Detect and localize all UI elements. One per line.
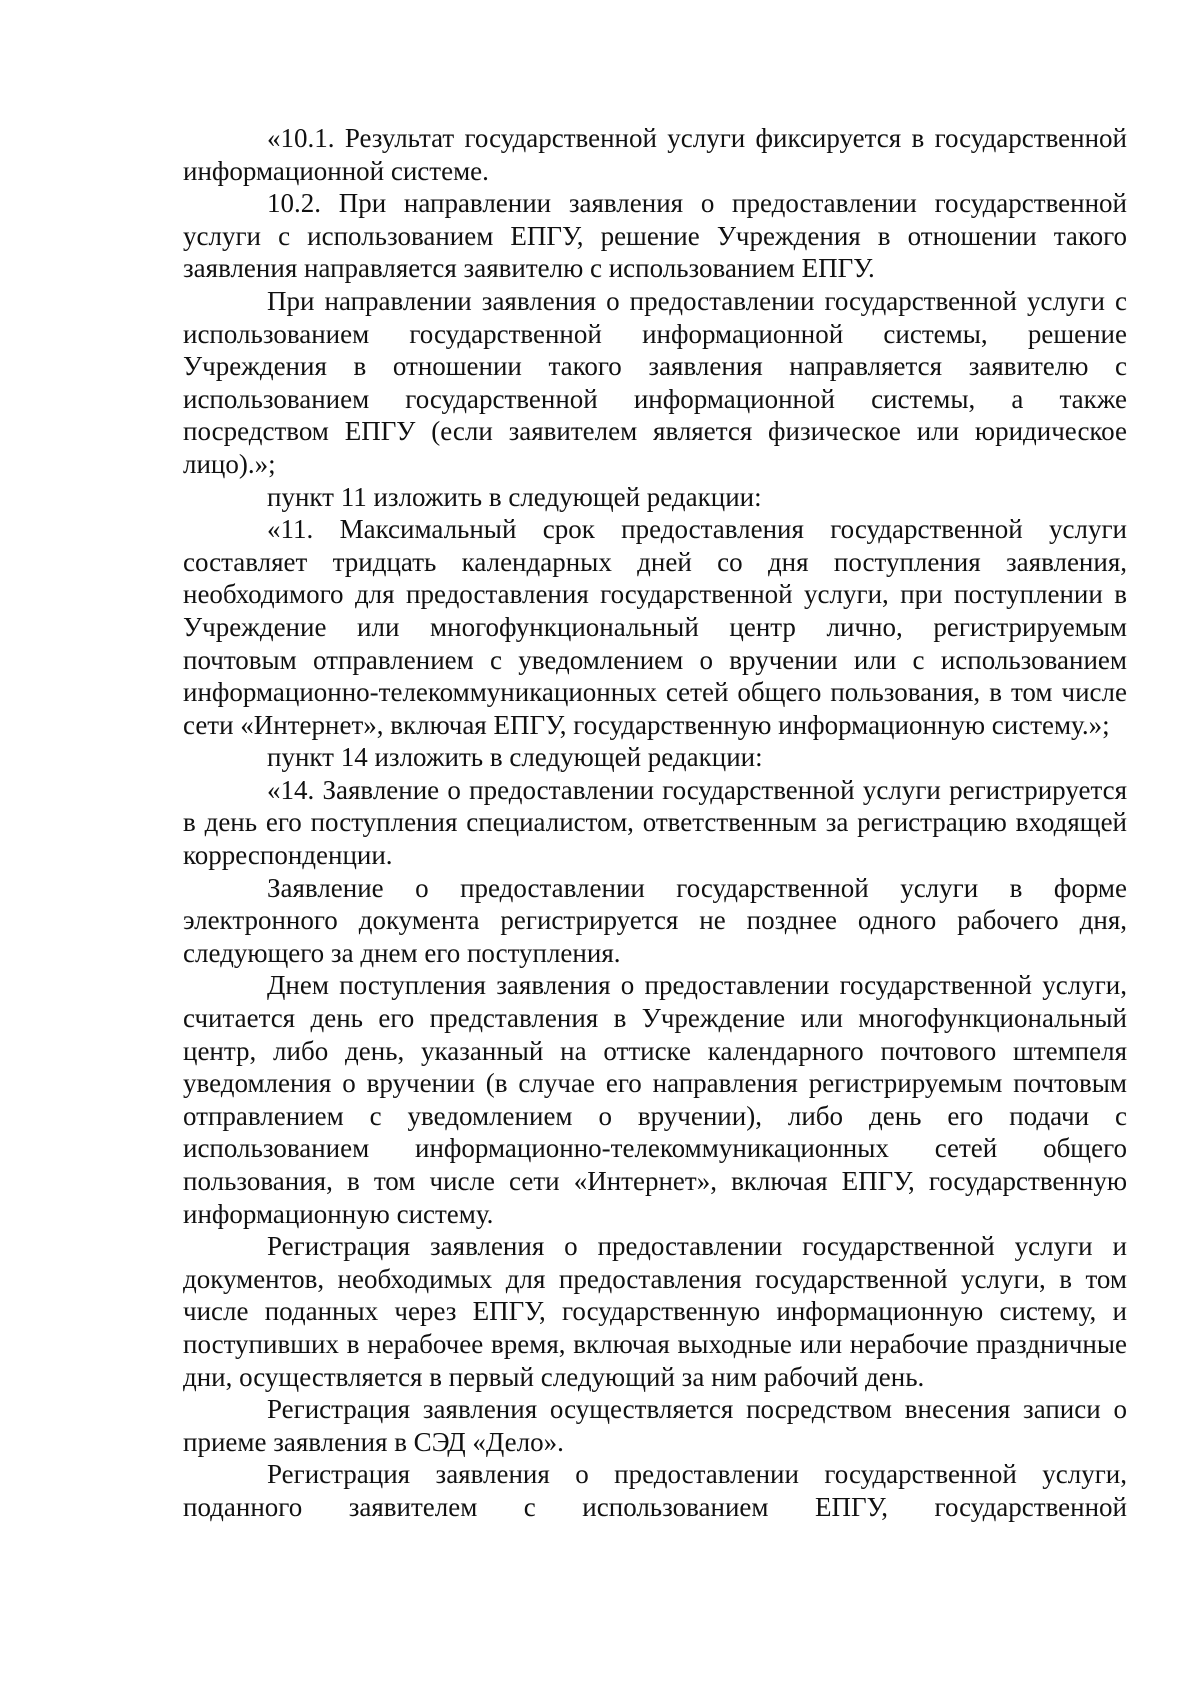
paragraph-14-receipt-day: Днем поступления заявления о предоставлении государственной услуги, считается день его представления в Учреждение или многофункциональный центр, либо день, указанный на оттиске календарного почтового штемпеля уведомления о вручении (в случае его направления регистрируемым почтовым отправлением с уведомлением о вручении), либо день его подачи с использованием информационно-телекоммуникационных сетей общего пользования, в том числе сети «Интернет», включая ЕПГУ, государственную информационную систему.	[183, 970, 1127, 1229]
paragraph-14: «14. Заявление о предоставлении государственной услуги регистрируется в день его поступления специалистом, ответственным за регистрацию входящей корреспонденции.	[183, 774, 1127, 871]
paragraph-14-sed: Регистрация заявления осуществляется посредством внесения записи о приеме заявления в СЭД «Дело».	[183, 1394, 1127, 1457]
paragraph-14-registration: Регистрация заявления о предоставлении государственной услуги и документов, необходимых для предоставления государственной услуги, в том числе поданных через ЕПГУ, государственную информационную систему, и поступивших в нерабочее время, включая выходные или нерабочие праздничные дни, осуществляется в первый следующий за ним рабочий день.	[183, 1231, 1127, 1392]
paragraph-10-2: 10.2. При направлении заявления о предоставлении государственной услуги с использованием ЕПГУ, решение Учреждения в отношении такого заявления направляется заявителю с использованием ЕПГУ.	[183, 188, 1127, 284]
paragraph-item-14-intro: пункт 14 изложить в следующей редакции:	[267, 742, 763, 773]
paragraph-11: «11. Максимальный срок предоставления государственной услуги составляет тридцать календарных дней со дня поступления заявления, необходимого для предоставления государственной услуги, при поступлении в Учреждение или многофункциональный центр лично, регистрируемым почтовым отправлением с уведомлением о вручении или с использованием информационно-телекоммуникационных сетей общего пользования, в том числе сети «Интернет», включая ЕПГУ, государственную информационную систему.»;	[183, 514, 1127, 740]
paragraph-14-electronic: Заявление о предоставлении государственной услуги в форме электронного документа регистрируется не позднее одного рабочего дня, следующего за днем его поступления.	[183, 872, 1127, 968]
paragraph-10-1: «10.1. Результат государственной услуги фиксируется в государственной информационной системе.	[183, 123, 1127, 186]
paragraph-14-epgu: Регистрация заявления о предоставлении государственной услуги, поданного заявителем с использованием ЕПГУ, государственной	[183, 1459, 1127, 1522]
paragraph-item-11-intro: пункт 11 изложить в следующей редакции:	[267, 481, 762, 512]
document-body	[183, 122, 1127, 1524]
paragraph-10-2-continued: При направлении заявления о предоставлении государственной услуги с использованием государственной информационной системы, решение Учреждения в отношении такого заявления направляется заявителю с использованием государственной информационной системы, а также посредством ЕПГУ (если заявителем является физическое или юридическое лицо).»;	[183, 285, 1127, 479]
